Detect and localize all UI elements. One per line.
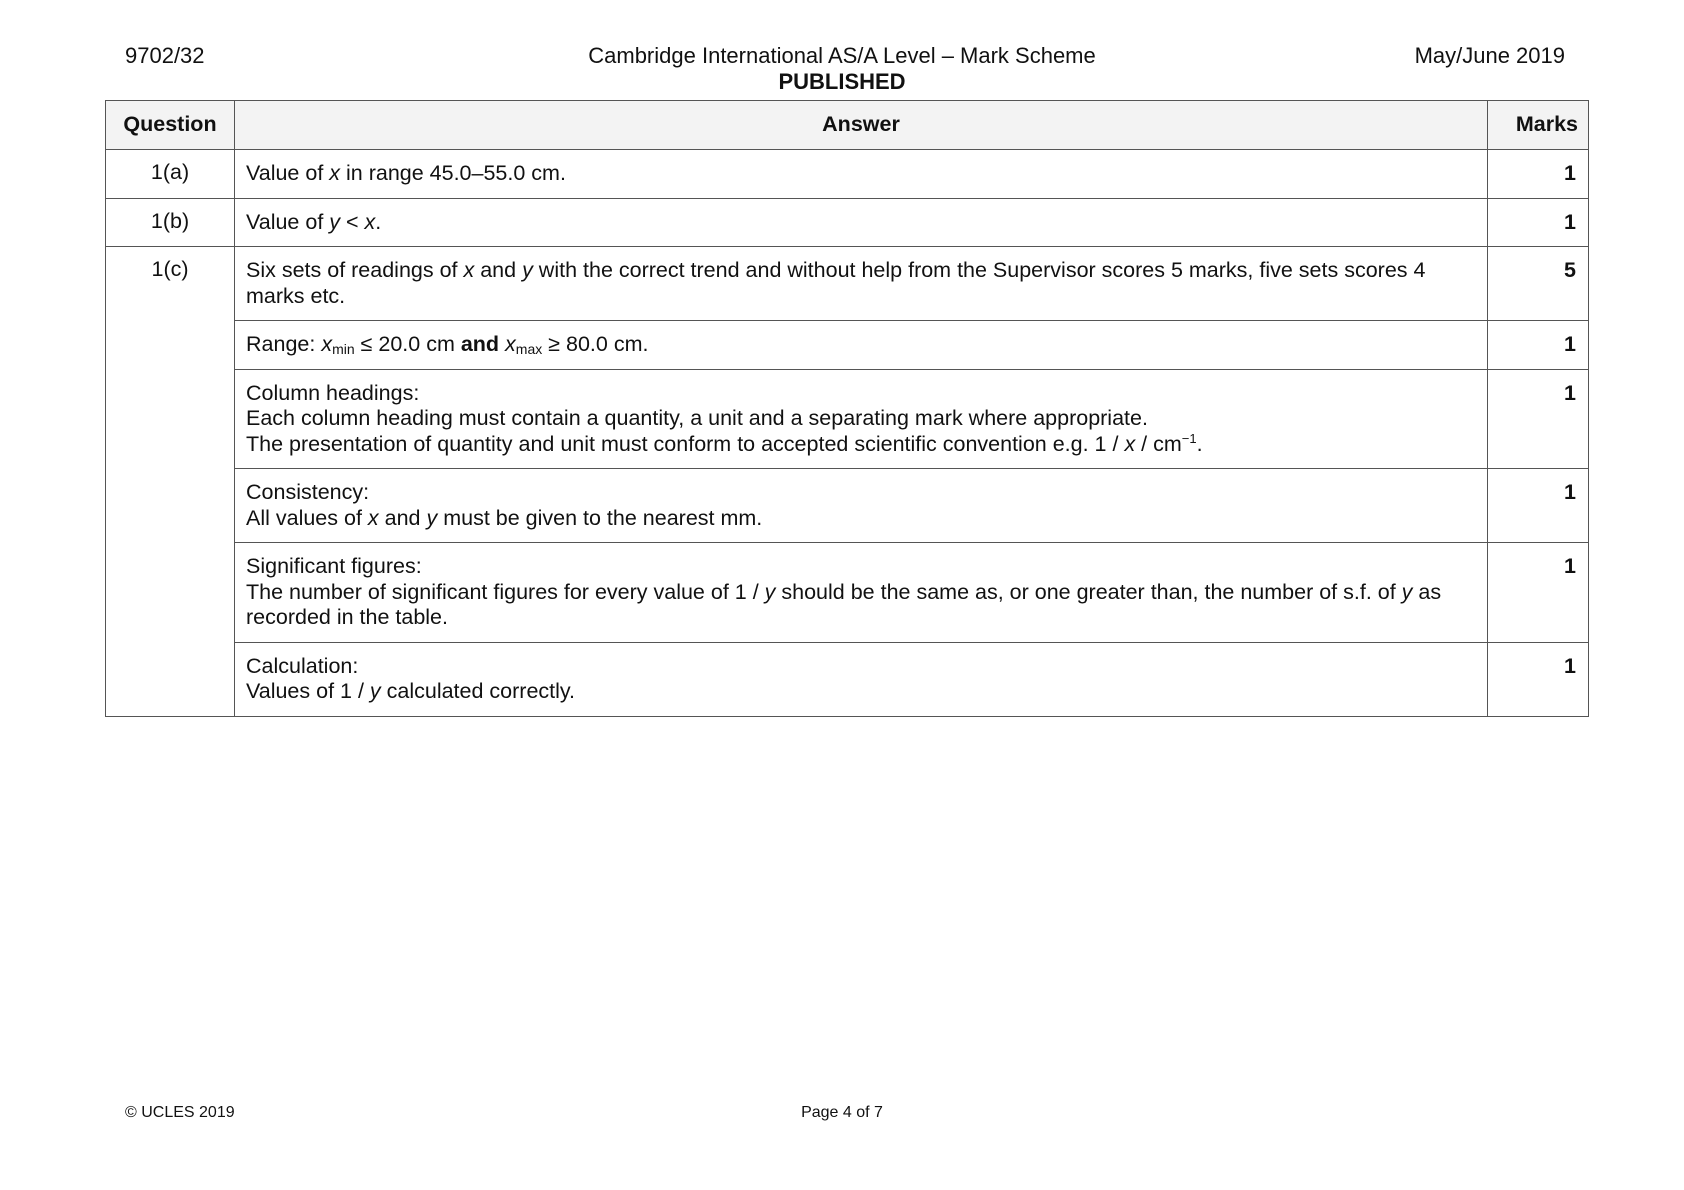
question-number: 1(b) <box>106 198 235 247</box>
marks-value: 1 <box>1488 642 1589 716</box>
answer-cell: Value of x in range 45.0–55.0 cm. <box>235 150 1488 199</box>
answer-cell: Value of y < x. <box>235 198 1488 247</box>
answer-cell: Six sets of readings of x and y with the correct trend and without help from the Supervisor scores 5 marks, five sets scores 4 marks etc. <box>235 247 1488 321</box>
question-number: 1(a) <box>106 150 235 199</box>
document-code: 9702/32 <box>125 43 205 68</box>
table-row <box>106 198 1589 247</box>
marks-value: 1 <box>1488 543 1589 643</box>
marks-value: 5 <box>1488 247 1589 321</box>
answer-column-header: Answer <box>235 101 1488 150</box>
mark-scheme-table <box>105 100 1589 717</box>
document-title: Cambridge International AS/A Level – Mark Scheme <box>588 43 1096 68</box>
marks-value: 1 <box>1488 321 1589 370</box>
published-label: PUBLISHED <box>778 69 906 94</box>
answer-cell: Consistency: All values of x and y must be given to the nearest mm. <box>235 469 1488 543</box>
question-column-header: Question <box>106 101 235 150</box>
answer-cell: Range: $x_{min} \le 20.0$ cm and $x_{max} \ge 80.0$ cm. <box>235 321 1488 370</box>
table-row <box>106 150 1589 199</box>
question-number: 1(c) <box>106 247 235 717</box>
marks-value: 1 <box>1488 369 1589 469</box>
table-row <box>106 543 1589 643</box>
table-row <box>106 321 1589 370</box>
table-header-row <box>106 101 1589 150</box>
marks-value: 1 <box>1488 150 1589 199</box>
copyright-notice: © UCLES 2019 <box>125 1104 235 1121</box>
table-row <box>106 247 1589 321</box>
answer-cell: Calculation: Values of 1 / y calculated correctly. <box>235 642 1488 716</box>
marks-value: 1 <box>1488 198 1589 247</box>
table-row <box>106 369 1589 469</box>
table-row <box>106 469 1589 543</box>
answer-cell: Column headings: Each column heading must contain a quantity, a unit and a separating mark where appropriate. The presentation of quantity and unit must conform to accepted scientific convention e.g. 1 / x / $cm^{-1}$. <box>235 369 1488 469</box>
exam-session: May/June 2019 <box>1414 43 1565 68</box>
table-row <box>106 642 1589 716</box>
page-number: Page 4 of 7 <box>801 1104 883 1121</box>
answer-cell: Significant figures: The number of significant figures for every value of 1 / y should be the same as, or one greater than, the number of s.f. of y as recorded in the table. <box>235 543 1488 643</box>
marks-value: 1 <box>1488 469 1589 543</box>
marks-column-header: Marks <box>1488 101 1589 150</box>
